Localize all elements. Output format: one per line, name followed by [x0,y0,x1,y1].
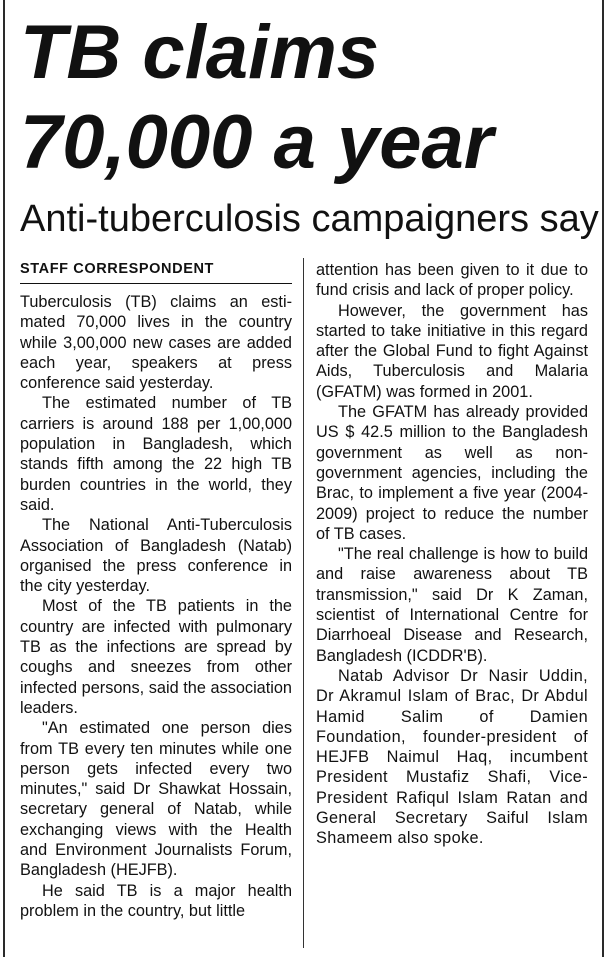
column-divider [303,258,304,948]
clipping-right-border [602,0,604,957]
paragraph: He said TB is a major health problem in the country, but little [20,881,292,920]
paragraph-continued: attention has been given to it due to fund crisis and lack of proper policy. [316,261,588,300]
paragraph: The estimated number of TB carriers is around 188 per 1,00,000 population in Bangladesh, which stands fifth among the 22 high TB burden countries in the world, they said. [20,394,292,514]
subheadline: Anti-tuberculosis campaigners say [20,198,599,240]
paragraph: "The real challenge is how to build and raise awareness about TB transmission," said Dr K Zaman, scientist of International Centre for Diarrhoeal Disease and Research, Bangladesh (ICDDR'B). [316,545,588,665]
paragraph: Natab Advisor Dr Nasir Uddin, Dr Akramul Islam of Brac, Dr Abdul Hamid Salim of Damien Foundation, founder-president of HEJFB Naimul Haq, incumbent President Mustafiz Shafi, Vice-President Rafiqul Islam Ratan and General Secretary Saiful Islam Shameem also spoke. [316,666,588,848]
clipping-left-border [3,0,5,957]
paragraph: The National Anti-Tuberculosis Association of Bangladesh (Natab) organised the press conference in the city yesterday. [20,516,292,596]
paragraph: "An estimated one person dies from TB every ten minutes while one person gets infected every two minutes," said Dr Shawkat Hossain, secretary general of Natab, while exchanging views with the Health and Environment Journalists Forum, Bangladesh (HEJFB). [20,719,292,880]
article-column-left [20,254,292,921]
paragraph: However, the government has started to take initiative in this regard after the Global Fund to fight Against Aids, Tuberculosis and Malaria (GFATM) was formed in 2001. [316,301,588,401]
headline: TB claims 70,000 a year [20,10,494,185]
article-column-right [316,260,588,849]
byline: STAFF CORRESPONDENT [20,258,292,284]
paragraph: Most of the TB patients in the country are infected with pulmonary TB as the infections are spread by coughs and sneezes from other infected persons, said the association leaders. [20,597,292,717]
paragraph: The GFATM has already provided US $ 42.5 million to the Bangladesh government as well as non-government agencies, including the Brac, to implement a five year (2004-2009) project to reduce the number of TB cases. [316,403,588,543]
paragraph: Tuberculosis (TB) claims an estimated 70,000 lives in the country while 3,00,000 new cases are added each year, speakers at press conference said yesterday. [20,293,292,393]
